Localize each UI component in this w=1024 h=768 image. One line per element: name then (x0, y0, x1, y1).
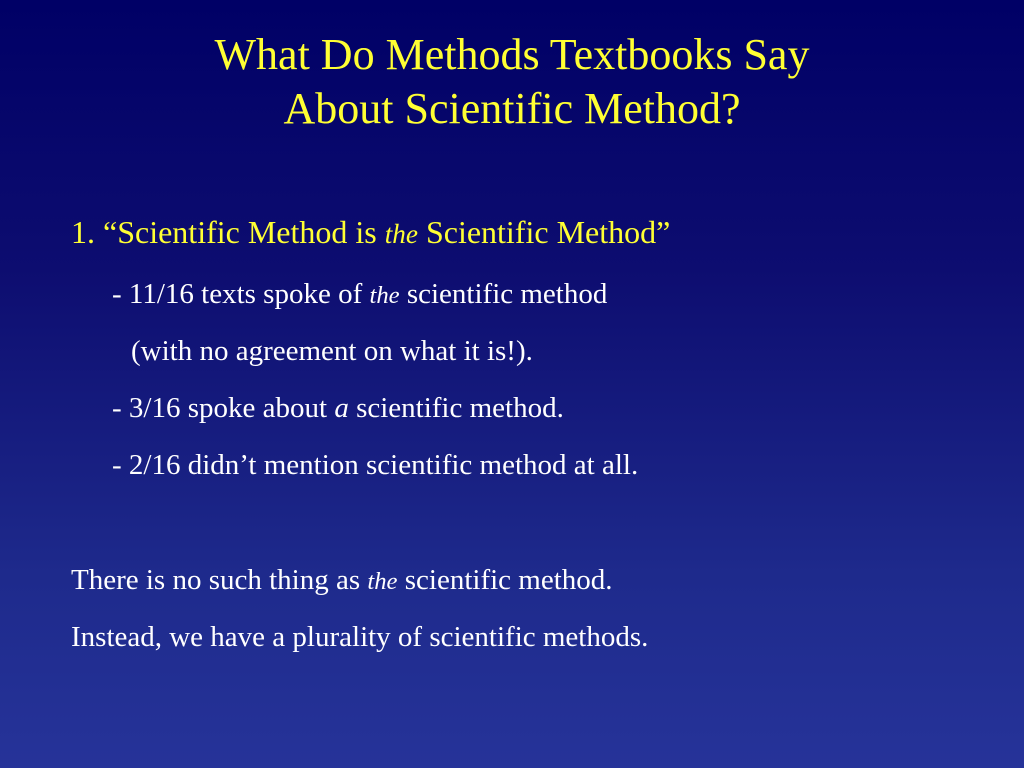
bullet-4-text: - 2/16 didn’t mention scientific method at all. (112, 449, 639, 481)
bullet-3-prefix: - 3/16 spoke about (112, 392, 335, 424)
bullet-texts-no-mention (112, 447, 638, 483)
bullet-texts-a-method (112, 390, 564, 426)
bullet-2-text: (with no agreement on what it is!). (131, 335, 533, 367)
point-heading (71, 212, 670, 254)
conclusion-no-such-thing (71, 562, 613, 600)
bullet-3-suffix: scientific method. (348, 392, 564, 424)
point-heading-suffix: Scientific Method” (417, 214, 671, 250)
bullet-texts-the-method (112, 276, 607, 314)
conclusion-1-prefix: There is no such thing as (71, 564, 368, 596)
slide-title-line-1: What Do Methods Textbooks Say (214, 30, 810, 79)
conclusion-1-emphasis: the (367, 568, 398, 595)
slide-title (0, 28, 1024, 136)
bullet-3-emphasis: a (334, 392, 349, 424)
conclusion-1-suffix: scientific method. (397, 564, 613, 596)
slide-title-line-2: About Scientific Method? (283, 84, 741, 133)
bullet-1-prefix: - 11/16 texts spoke of (112, 278, 370, 310)
bullet-1-suffix: scientific method (399, 278, 608, 310)
bullet-no-agreement (131, 333, 533, 369)
point-heading-emphasis: the (384, 219, 418, 249)
point-heading-prefix: 1. “Scientific Method is (71, 214, 385, 250)
bullet-1-emphasis: the (369, 282, 400, 309)
conclusion-plurality: Instead, we have a plurality of scientific methods. (71, 621, 649, 653)
